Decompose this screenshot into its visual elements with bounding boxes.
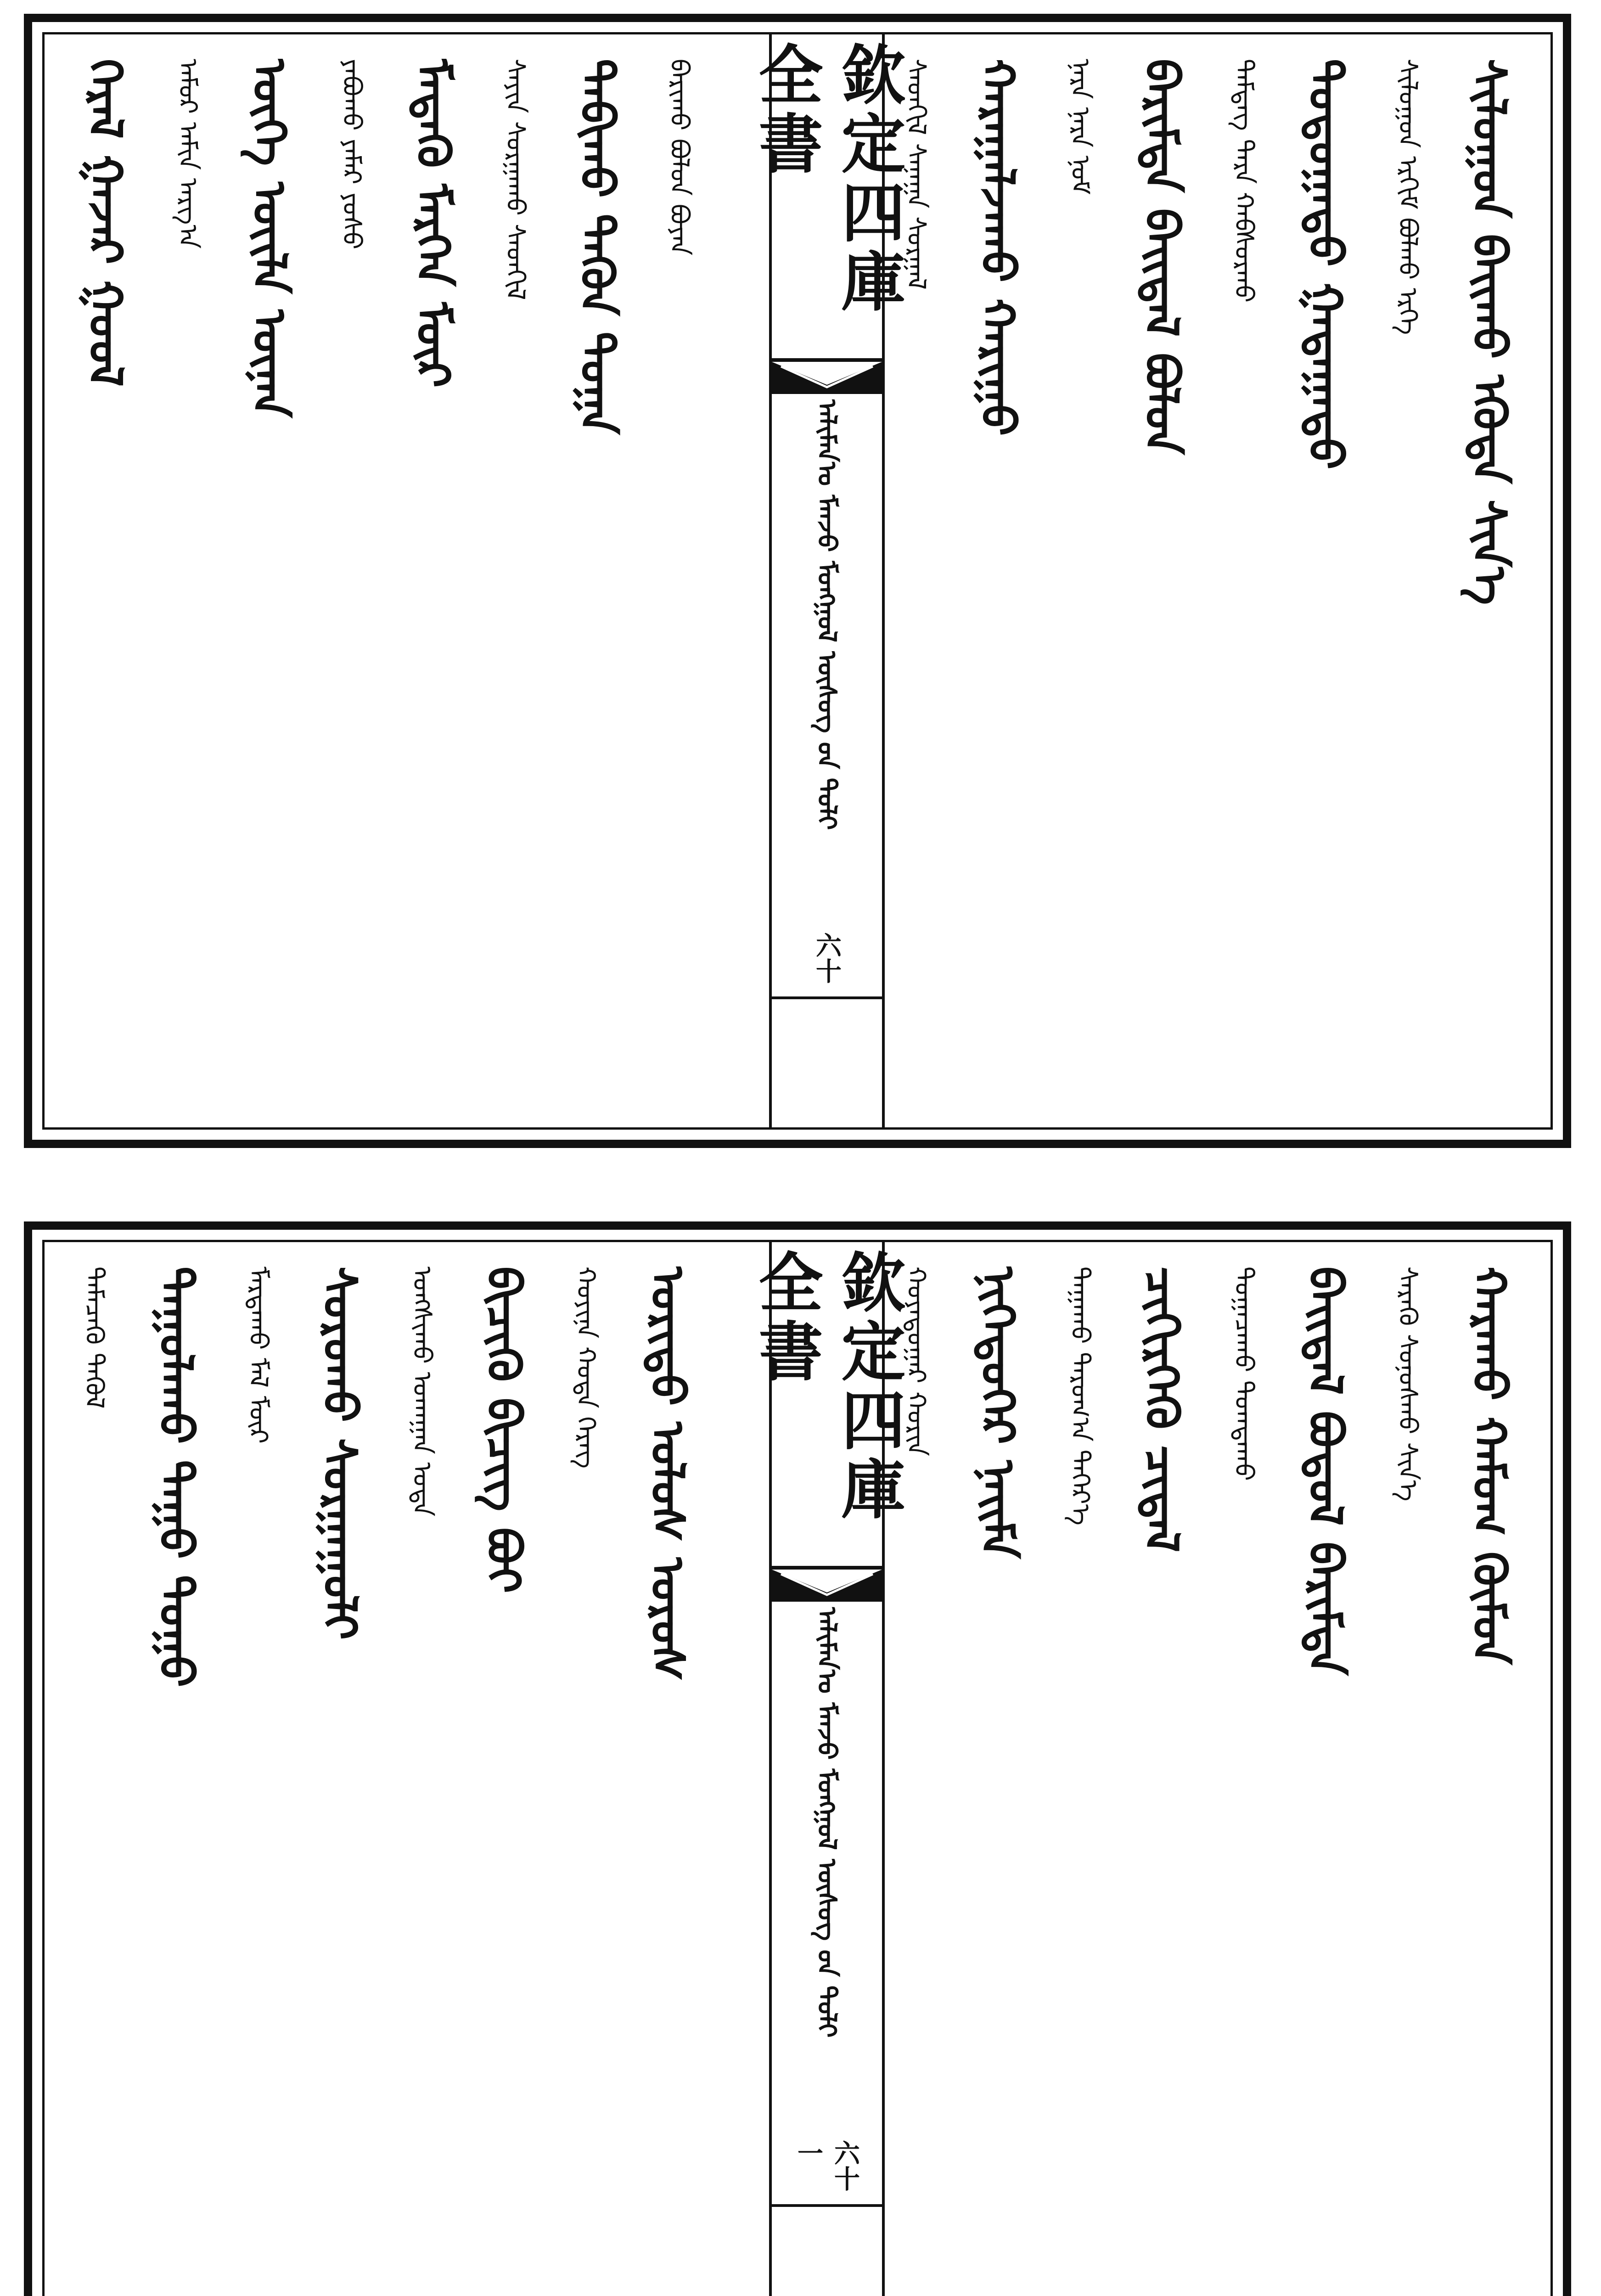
text-column: ᠬᠣᠶᠠᠳᠤᠭᠠᠷ ᠬᠣᠷᠢᠨ <box>901 1266 931 1456</box>
lower-page <box>24 1221 1571 2296</box>
collection-title: 欽定四庫全書 <box>748 41 906 317</box>
spine-title <box>748 41 906 362</box>
right-leaf-text <box>895 1266 1522 2296</box>
text-column: ᠬᠣᠶᠢᠨᠠ ᠬᠣᠲᠠ ᠬᠡᠷᠡᠭ <box>571 1266 601 1469</box>
text-column: ᠰᠢᠯᠤᠭᠤᠨ ᠪᠠᠢ᠌ᠬᠤ ᠡᠭᠦᠳᠡ ᠰᠢᠨ᠎ᠡ <box>1462 59 1517 605</box>
right-leaf-text <box>895 59 1522 1112</box>
text-column: ᠨᠡᠷᠡ ᠨᠠᠷᠠ ᠨᠣᠮ <box>1065 59 1095 195</box>
text-column: ᠰᠤᠷᠤᠬᠤ ᠰᠤᠷᠭᠠᠭᠤᠯᠢ <box>313 1266 367 1640</box>
text-column: ᠳᠠᠭᠤᠯᠠᠬᠤ ᠳᠠᠭᠤ ᠳᠤᠭᠤ <box>149 1266 203 1688</box>
text-column: ᠲᠠᠪᠢᠬᠤ ᠲᠡᠭᠦᠨ ᠲᠣᠭᠠ <box>570 59 624 435</box>
text-column: ᠮᠡᠳᠡᠬᠦ ᠮᠡᠷᠭᠡᠨ ᠮᠦᠷ <box>406 59 461 388</box>
spine-column <box>748 1240 906 2296</box>
left-leaf-text <box>73 59 700 1112</box>
text-column: ᠰᠡᠷᠡᠬᠦ ᠰᠣᠨᠤᠰᠬᠤ ᠰᠢᠨ᠎ᠡ <box>1393 1266 1423 1502</box>
text-column: ᠠᠮᠤᠷ ᠠᠮᠢᠨ ᠠᠷᠭ᠎ᠠ <box>173 59 203 249</box>
text-column: ᠬᠠᠷᠠᠭᠠᠯᠵᠠᠬᠤ ᠬᠠᠷᠢᠭᠤ <box>971 59 1025 436</box>
text-column: ᠰᠠᠶᠢᠨ ᠰᠤᠷᠭᠠᠬᠤ ᠰᠡᠳᠬᠢᠯ <box>500 59 531 300</box>
text-column: ᠲᠡᠮᠳᠡᠭ ᠲᠡᠷᠡ ᠬᠠᠪᠰᠤᠷᠬᠤ <box>1229 59 1259 303</box>
text-column: ᠰᠢᠯᠤᠭᠤᠨ ᠡᠷᠬᠢᠮ ᠪᠤᠯᠬᠤ ᠡᠷᠬᠡ <box>1393 59 1423 335</box>
text-column: ᠶᠠᠪᠤᠬᠤ ᠶᠠᠮᠠᠷ ᠶᠣᠰᠤ <box>337 59 367 250</box>
text-column: ᠤᠷᠢᠳᠤ ᠤᠯᠤᠰ ᠤᠷᠤᠰ <box>640 1266 695 1681</box>
text-column: ᠦᠭᠡ ᠦᠢᠯᠡ ᠦᠨᠡᠨ <box>242 59 297 418</box>
leaf-number: 六十一 <box>772 2140 882 2207</box>
upper-page <box>24 14 1571 1148</box>
text-column: ᠲᠡᠮᠡᠴᠡᠬᠦ ᠲᠡᠭᠦᠯ <box>79 1266 109 1409</box>
spine-title <box>748 1249 906 1570</box>
fishtail-mark-icon <box>772 1570 882 1602</box>
collection-title: 欽定四庫全書 <box>748 1249 906 1525</box>
text-column: ᠮᠠᠷᠲᠠᠬᠤ ᠮᠠᠯ ᠮᠥᠷ <box>243 1266 273 1444</box>
fishtail-mark-icon <box>772 362 882 394</box>
text-column: ᠰᠡᠳᠬᠢᠯ ᠰᠠᠨᠠᠭᠠ ᠰᠤᠷᠭᠠᠯ <box>901 59 931 290</box>
text-column: ᠭᠡᠷᠡᠯ ᠭᠠᠵᠠᠷ ᠭᠣᠣᠯ <box>79 59 133 387</box>
text-column: ᠤᠩᠰᠢᠬᠤ ᠤᠬᠠᠭᠠᠨ ᠤᠳᠠ <box>407 1266 437 1517</box>
chapter-title: ᠠᠯᠢᠮᠠᠨ᠎ᠤ ᠮᠠᠨᠵᠤ ᠮᠣᠩᠭᠣᠯ ᠦᠰᠦᠭ᠌ ᠤ᠋ᠨ ᠲᠣᠯᠢ <box>812 400 842 830</box>
text-column: ᠪᠠᠷᠢᠮᠲᠠ ᠪᠠᠢ᠌ᠳᠠᠯ ᠪᠣᠯᠤᠨ <box>1135 59 1189 455</box>
text-column: ᠳᠣᠲᠣᠭᠠᠳᠤ ᠭᠠᠳᠠᠭᠠᠳᠤ <box>1298 59 1353 470</box>
text-column: ᠲᠣᠭᠠᠴᠠᠬᠤ ᠲᠣᠭᠲᠠᠬᠤ <box>1229 1266 1259 1481</box>
leaf-number: 六十 <box>772 932 882 999</box>
left-leaf-text <box>73 1266 700 2296</box>
chapter-title: ᠠᠯᠢᠮᠠᠨ᠎ᠤ ᠮᠠᠨᠵᠤ ᠮᠣᠩᠭᠣᠯ ᠦᠰᠦᠭ᠌ ᠤ᠋ᠨ ᠲᠣᠯᠢ <box>812 1607 842 2038</box>
text-column: ᠳᠠᠭᠠᠬᠤ ᠳᠠᠷᠤᠭ᠎ᠠ ᠳᠡᠭᠡᠷ᠎ᠡ <box>1065 1266 1095 1525</box>
spine-column <box>748 32 906 1130</box>
text-column: ᠨᠢᠭᠡᠳᠦᠭᠡᠷ ᠨᠠᠢ᠌ᠮᠠ <box>971 1266 1025 1559</box>
text-column: ᠪᠠᠢ᠌ᠳᠠᠯ ᠪᠣᠳᠤᠯ ᠪᠠᠷᠢᠮᠲᠠ <box>1298 1266 1353 1676</box>
text-column: ᠬᠠᠷᠠᠬᠤ ᠬᠠᠮᠤᠭ ᠬᠦᠮᠦᠨ <box>1462 1266 1517 1665</box>
text-column: ᠪᠢᠴᠢᠬᠦ ᠪᠢᠴᠢᠭ ᠪᠤᠢ <box>477 1266 531 1593</box>
text-column: ᠴᠢᠬᠢᠷᠬᠡᠬᠦ ᠴᠢᠳᠠᠯ <box>1135 1266 1189 1553</box>
text-column: ᠪᠠᠷᠢᠬᠤ ᠪᠤᠯᠤᠨ ᠪᠤᠶᠠᠨ <box>664 59 694 256</box>
